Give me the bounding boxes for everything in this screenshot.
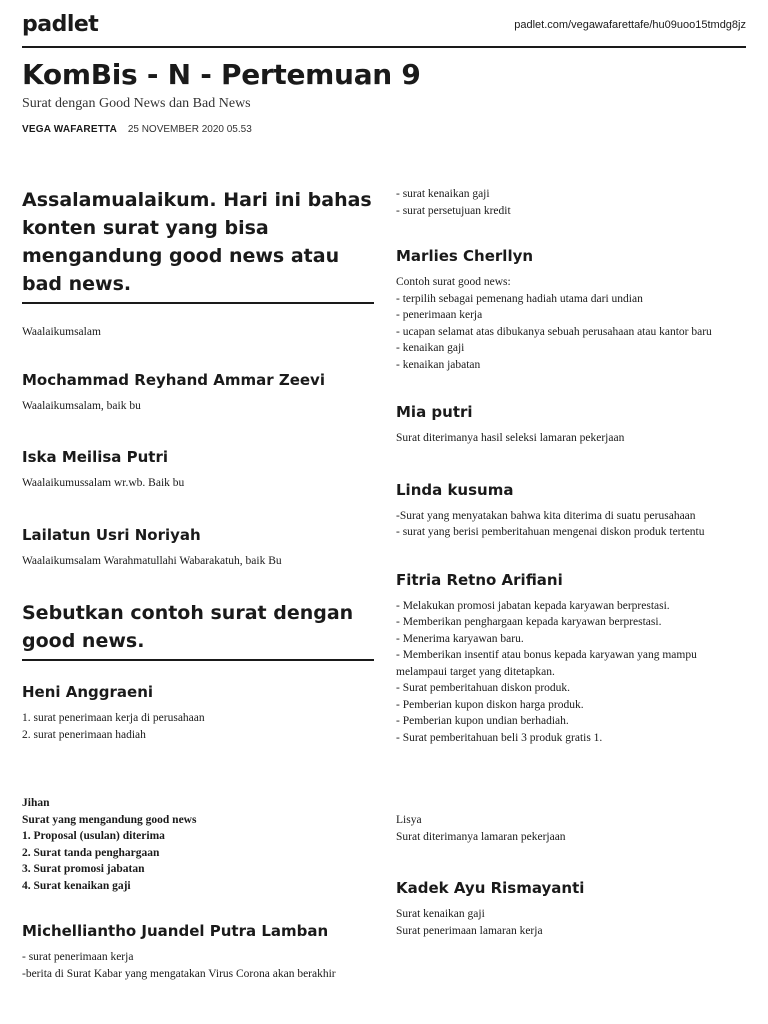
post-card[interactable] — [396, 812, 748, 845]
post-card[interactable] — [22, 683, 374, 743]
padlet-logo[interactable]: padlet — [22, 12, 99, 37]
post-body: Waalaikumsalam Warahmatullahi Wabarakatuh, baik Bu — [22, 554, 282, 567]
post-body: Surat kenaikan gaji Surat penerimaan lamaran kerja — [396, 908, 543, 937]
post-card[interactable] — [396, 247, 748, 373]
post-author: Linda kusuma — [396, 480, 514, 499]
section-heading-good-news: Sebutkan contoh surat dengan good news. — [22, 599, 374, 661]
post-body-continued: - surat kenaikan gaji - surat persetujuan kredit — [396, 188, 511, 217]
page-subtitle: Surat dengan Good News dan Bad News — [22, 96, 251, 111]
post-body: Lisya Surat diterimanya lamaran pekerjaan — [396, 814, 566, 843]
board-meta — [22, 124, 252, 135]
post-author: Marlies Cherllyn — [396, 247, 534, 265]
board-url[interactable]: padlet.com/vegawafarettafe/hu09uoo15tmdg8jz — [514, 19, 746, 31]
post-card[interactable] — [396, 571, 748, 747]
post-body: Waalaikumsalam — [22, 326, 101, 338]
post-card[interactable] — [22, 922, 374, 982]
post-body: Waalaikumussalam wr.wb. Baik bu — [22, 477, 185, 489]
post-author: Mia putri — [396, 403, 473, 421]
post-card[interactable] — [22, 448, 374, 492]
post-body: Waalaikumsalam, baik bu — [22, 399, 141, 412]
column-left — [22, 186, 374, 982]
author-name: VEGA WAFARETTA — [22, 124, 118, 135]
post-card[interactable] — [22, 526, 374, 570]
post-author: Mochammad Reyhand Ammar Zeevi — [22, 370, 325, 389]
post-card[interactable] — [396, 879, 748, 939]
column-right — [396, 186, 748, 939]
post-body: -Surat yang menyatakan bahwa kita diterima di suatu perusahaan - surat yang berisi pemberitahuan mengenai diskon produk tertentu — [396, 509, 705, 538]
post-body: - Melakukan promosi jabatan kepada karyawan berprestasi. - Memberikan penghargaan kepada karyawan berprestasi. - Menerima karyawan baru. - Memberikan insentif atau bonus kepada karyawan yang mampu melampaui target yang ditetapkan. - Surat pemberitahuan diskon produk. - Pemberian kupon diskon harga produk. - Pemberian kupon undian berhadiah. - Surat pemberitahuan beli 3 produk gratis 1. — [396, 599, 697, 744]
post-card[interactable] — [396, 403, 748, 447]
post-body: Jihan Surat yang mengandung good news 1. Proposal (usulan) diterima 2. Surat tanda penghargaan 3. Surat promosi jabatan 4. Surat kenaikan gaji — [22, 797, 197, 892]
post-author: Iska Meilisa Putri — [22, 448, 169, 466]
post-author: Fitria Retno Arifiani — [396, 570, 563, 589]
post-author: Lailatun Usri Noriyah — [22, 525, 201, 544]
post-date: 25 NOVEMBER 2020 05.53 — [127, 124, 252, 135]
page-title: KomBis - N - Pertemuan 9 — [22, 58, 421, 91]
top-bar — [22, 0, 746, 48]
section-heading-greeting: Assalamualaikum. Hari ini bahas konten surat yang bisa mengandung good news atau bad news. — [22, 186, 374, 304]
post-author: Heni Anggraeni — [22, 683, 154, 701]
post-card[interactable] — [22, 371, 374, 415]
post-body: Contoh surat good news: - terpilih sebagai pemenang hadiah utama dari undian - penerimaan kerja - ucapan selamat atas dibukanya sebuah perusahaan atau kantor baru - kenaikan gaji - kenaikan jabatan — [396, 276, 712, 371]
post-card[interactable] — [22, 795, 374, 894]
post-body: Surat diterimanya hasil seleksi lamaran pekerjaan — [396, 432, 625, 444]
post-author: Kadek Ayu Rismayanti — [396, 879, 585, 897]
post-body: 1. surat penerimaan kerja di perusahaan 2. surat penerimaan hadiah — [22, 712, 205, 741]
post-body: - surat penerimaan kerja -berita di Surat Kabar yang mengatakan Virus Corona akan berakhir — [22, 951, 336, 980]
post-card[interactable] — [396, 481, 748, 541]
post-author: Michelliantho Juandel Putra Lamban — [22, 922, 329, 940]
